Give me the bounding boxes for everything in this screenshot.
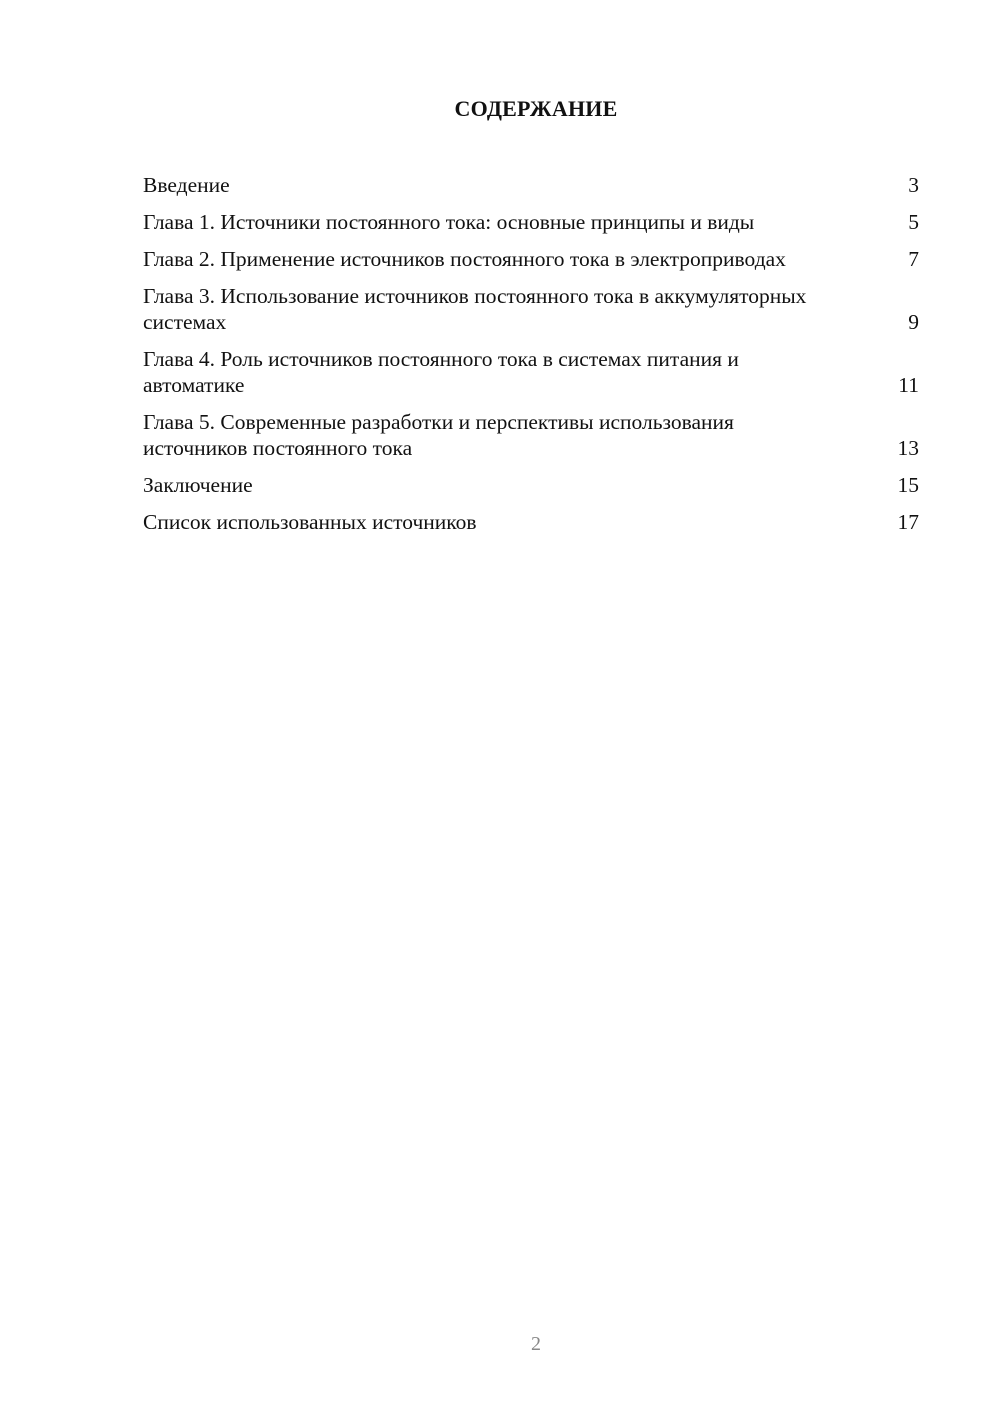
- toc-entry-label: Заключение: [143, 473, 253, 497]
- toc-entry-page: 5: [908, 210, 919, 234]
- page-number: 2: [531, 1333, 541, 1355]
- toc-entry-label: Глава 2. Применение источников постоянного тока в электроприводах: [143, 247, 786, 271]
- toc-entry: [143, 209, 919, 235]
- toc-entry-page: 13: [897, 436, 919, 460]
- table-of-contents: [143, 172, 919, 546]
- toc-entry-label: Введение: [143, 173, 230, 197]
- toc-entry: [143, 172, 919, 198]
- toc-entry: [143, 472, 919, 498]
- toc-entry-page: 17: [897, 510, 919, 534]
- toc-entry-page: 15: [897, 473, 919, 497]
- toc-entry: [143, 409, 919, 461]
- toc-entry: [143, 246, 919, 272]
- toc-entry-label: Список использованных источников: [143, 510, 477, 534]
- toc-entry-label: Глава 3. Использование источников постоянного тока в аккумуляторных системах: [143, 284, 807, 334]
- toc-entry: [143, 509, 919, 535]
- toc-entry-page: 3: [908, 173, 919, 197]
- toc-entry-page: 11: [898, 373, 919, 397]
- toc-entry-page: 7: [908, 247, 919, 271]
- toc-entry-label: Глава 1. Источники постоянного тока: основные принципы и виды: [143, 210, 755, 234]
- toc-entry-label: Глава 5. Современные разработки и перспективы использования источников постоянного тока: [143, 410, 734, 460]
- toc-entry-page: 9: [908, 310, 919, 334]
- toc-entry: [143, 283, 919, 335]
- toc-entry: [143, 346, 919, 398]
- toc-entry-label: Глава 4. Роль источников постоянного тока в системах питания и автоматике: [143, 347, 739, 397]
- page-title: СОДЕРЖАНИЕ: [454, 96, 618, 121]
